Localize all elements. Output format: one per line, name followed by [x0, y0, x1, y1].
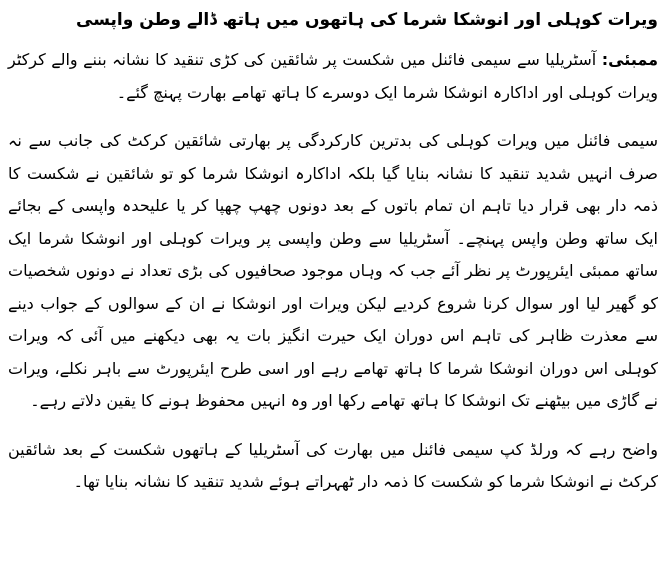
- article-headline: ویرات کوہلی اور انوشکا شرما کی ہاتھوں میں ہاتھ ڈالے وطن واپسی: [76, 10, 658, 30]
- article-paragraph-body: سیمی فائنل میں ویرات کوہلی کی بدترین کارکردگی پر بھارتی شائقین کرکٹ کی جانب سے نہ صرف انہیں شدید تنقید کا نشانہ بنایا گیا بلکہ اداکارہ انوشکا شرما کو تو شائقین نے شکست کا ذمہ دار بھی قرار دیا تاہم ان تمام باتوں کے بعد دونوں چھپ چھپا کر یا علیحدہ واپسی کے بجائے ایک ساتھ وطن واپس پہنچے۔ آسٹریلیا سے وطن واپسی پر ویرات کوہلی اور انوشکا شرما ایک ساتھ ممبئی ایئرپورٹ پر نظر آئے جب کہ وہاں موجود صحافیوں کی بڑی تعداد نے دونوں شخصیات کو گھیر لیا اور سوال کرنا شروع کردیے لیکن ویرات اور انوشکا نے ان کے سوالوں کے جواب دینے سے معذرت ظاہر کی تاہم اس دوران ایک حیرت انگیز بات یہ بھی دیکھنے میں آئی کہ ویرات کوہلی اس دوران انوشکا شرما کا ہاتھ تھامے رہے اور اسی طرح ایئرپورٹ سے باہر نکلے، ویرات نے گاڑی میں بیٹھنے تک انوشکا کا ہاتھ تھامے رکھا اور وہ انہیں محفوظ ہونے کا یقین دلاتے رہے۔: [8, 131, 658, 410]
- article-lead-text: آسٹریلیا سے سیمی فائنل میں شکست پر شائقین کی کڑی تنقید کا نشانہ بننے والے کرکٹر ویرات کوہلی اور اداکارہ انوشکا شرما ایک دوسرے کا ہاتھ تھامے بھارت پہنچ گئے۔: [8, 50, 658, 102]
- article-dateline: ممبئی:: [601, 50, 658, 69]
- article-paragraph-lead: [8, 44, 658, 109]
- news-article: [8, 8, 658, 515]
- article-paragraph-closing: واضح رہے کہ ورلڈ کپ سیمی فائنل میں بھارت کی آسٹریلیا کے ہاتھوں شکست کے بعد شائقین کرکٹ نے انوشکا شرما کو شکست کا ذمہ دار ٹھہراتے ہوئے شدید تنقید کا نشانہ بنایا تھا۔: [8, 439, 658, 491]
